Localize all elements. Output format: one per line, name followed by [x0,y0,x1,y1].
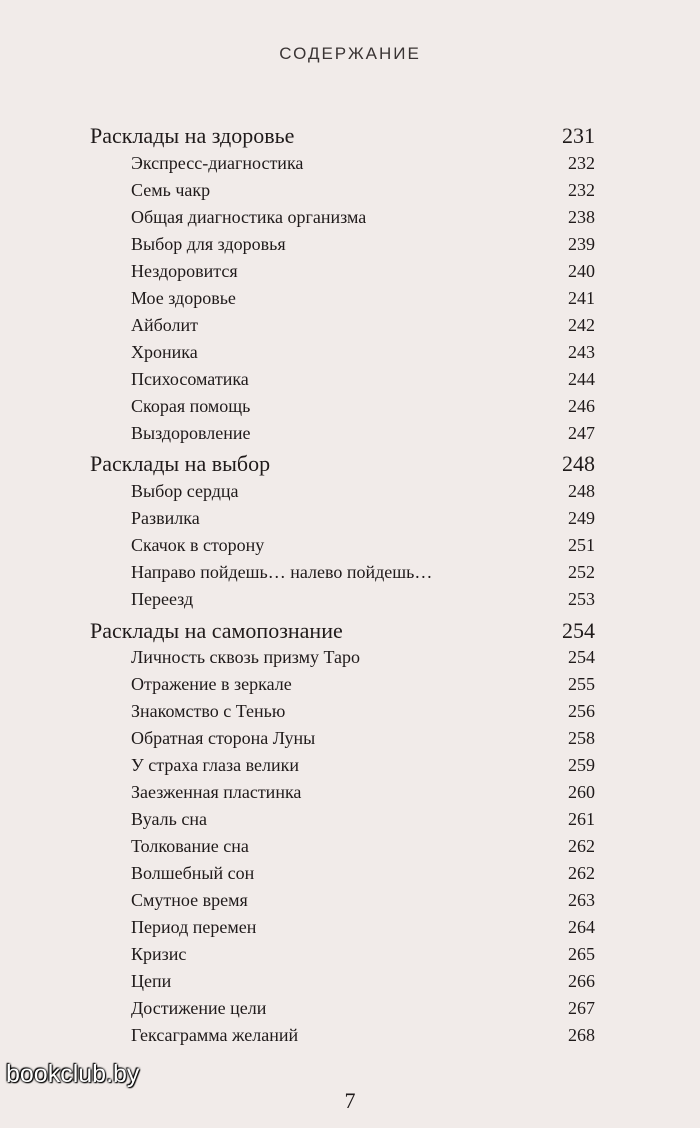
toc-page-number: 253 [568,589,595,609]
toc-entry-title: Толкование сна [131,836,249,856]
toc-page-number: 266 [568,971,595,991]
toc-entry-title: Семь чакр [131,180,211,200]
toc-entry [0,562,700,588]
toc-entry-title: Знакомство с Тенью [131,701,286,721]
toc-entry [0,261,700,287]
toc-entry-title: Направо пойдешь… налево пойдешь… [131,562,433,582]
toc-page-number: 262 [568,863,595,883]
toc-page-number: 251 [568,535,595,555]
toc-page-number: 258 [568,728,595,748]
toc-page-number: 260 [568,782,595,802]
toc-entry-title: Гексаграмма желаний [131,1025,299,1045]
toc-section [0,125,700,151]
toc-page-number: 254 [568,647,595,667]
toc-page-number: 232 [568,153,595,173]
toc-page-number: 255 [568,674,595,694]
toc-page-number: 262 [568,836,595,856]
toc-page-number: 242 [568,315,595,335]
toc-page-number: 243 [568,342,595,362]
toc-entry-title: Переезд [131,589,194,609]
toc-entry [0,809,700,835]
toc-entry [0,701,700,727]
toc-entry [0,342,700,368]
toc-section [0,620,700,646]
toc-page-number: 239 [568,234,595,254]
toc-entry [0,423,700,449]
toc-entry-title: Нездоровится [131,261,238,281]
toc-page-number: 256 [568,701,595,721]
toc-entry [0,728,700,754]
toc-entry [0,944,700,970]
toc-entry [0,207,700,233]
toc-entry-title: Айболит [131,315,199,335]
toc-entry [0,971,700,997]
toc-entry [0,288,700,314]
toc-page-number: 244 [568,369,595,389]
toc-entry-title: Цепи [131,971,172,991]
toc-entry [0,508,700,534]
toc-page-number: 248 [562,451,595,476]
page-title: СОДЕРЖАНИЕ [279,44,421,63]
toc-entry [0,180,700,206]
toc-entry [0,755,700,781]
toc-entry-title: Вуаль сна [131,809,207,829]
toc-entry-title: Мое здоровье [131,288,236,308]
toc-page-number: 263 [568,890,595,910]
toc-entry [0,917,700,943]
toc-page-number: 261 [568,809,595,829]
toc-entry-title: Кризис [131,944,187,964]
toc-page-number: 252 [568,562,595,582]
toc-section [0,453,700,479]
toc-page-number: 247 [568,423,595,443]
toc-page-number: 268 [568,1025,595,1045]
toc-entry [0,315,700,341]
toc-entry [0,890,700,916]
toc-page-number: 265 [568,944,595,964]
toc-entry [0,481,700,507]
toc-entry [0,589,700,615]
toc-entry-title: Достижение цели [131,998,267,1018]
toc-entry [0,836,700,862]
watermark-text: bookclub.by [6,1060,140,1088]
page-number: 7 [344,1088,356,1113]
toc-page-number: 254 [562,618,595,643]
toc-entry-title: Выбор для здоровья [131,234,286,254]
toc-entry [0,396,700,422]
toc-page-number: 267 [568,998,595,1018]
toc-entry-title: Обратная сторона Луны [131,728,316,748]
toc-entry [0,998,700,1024]
toc-entry [0,153,700,179]
toc-page-number: 246 [568,396,595,416]
toc-page-number: 248 [568,481,595,501]
toc-entry [0,234,700,260]
toc-page-number: 231 [562,123,595,148]
toc-entry-title: Развилка [131,508,200,528]
toc-entry [0,369,700,395]
toc-page-number: 241 [568,288,595,308]
toc-page-number: 232 [568,180,595,200]
toc-section-title: Расклады на здоровье [90,123,295,148]
toc-entry-title: Хроника [131,342,198,362]
toc-section-title: Расклады на выбор [90,451,271,476]
toc-entry-title: У страха глаза велики [131,755,299,775]
toc-entry-title: Отражение в зеркале [131,674,292,694]
toc-entry [0,535,700,561]
toc-entry-title: Экспресс-диагностика [131,153,304,173]
toc-section-title: Расклады на самопознание [90,618,343,643]
toc-entry-title: Смутное время [131,890,248,910]
toc-entry-title: Общая диагностика организма [131,207,367,227]
toc-page-number: 259 [568,755,595,775]
toc-entry-title: Личность сквозь призму Таро [131,647,361,667]
toc-page-number: 240 [568,261,595,281]
toc-entry-title: Скачок в сторону [131,535,265,555]
toc-page-number: 264 [568,917,595,937]
toc-entry-title: Выбор сердца [131,481,239,501]
toc-entry [0,647,700,673]
toc-entry [0,1025,700,1051]
toc-entry-title: Скорая помощь [131,396,251,416]
toc-entry [0,863,700,889]
toc-entry-title: Выздоровление [131,423,251,443]
toc-entry [0,782,700,808]
toc-entry [0,674,700,700]
toc-entry-title: Волшебный сон [131,863,255,883]
toc-page-number: 249 [568,508,595,528]
toc-entry-title: Период перемен [131,917,257,937]
toc-entry-title: Психосоматика [131,369,249,389]
toc-entry-title: Заезженная пластинка [131,782,302,802]
toc-page-number: 238 [568,207,595,227]
